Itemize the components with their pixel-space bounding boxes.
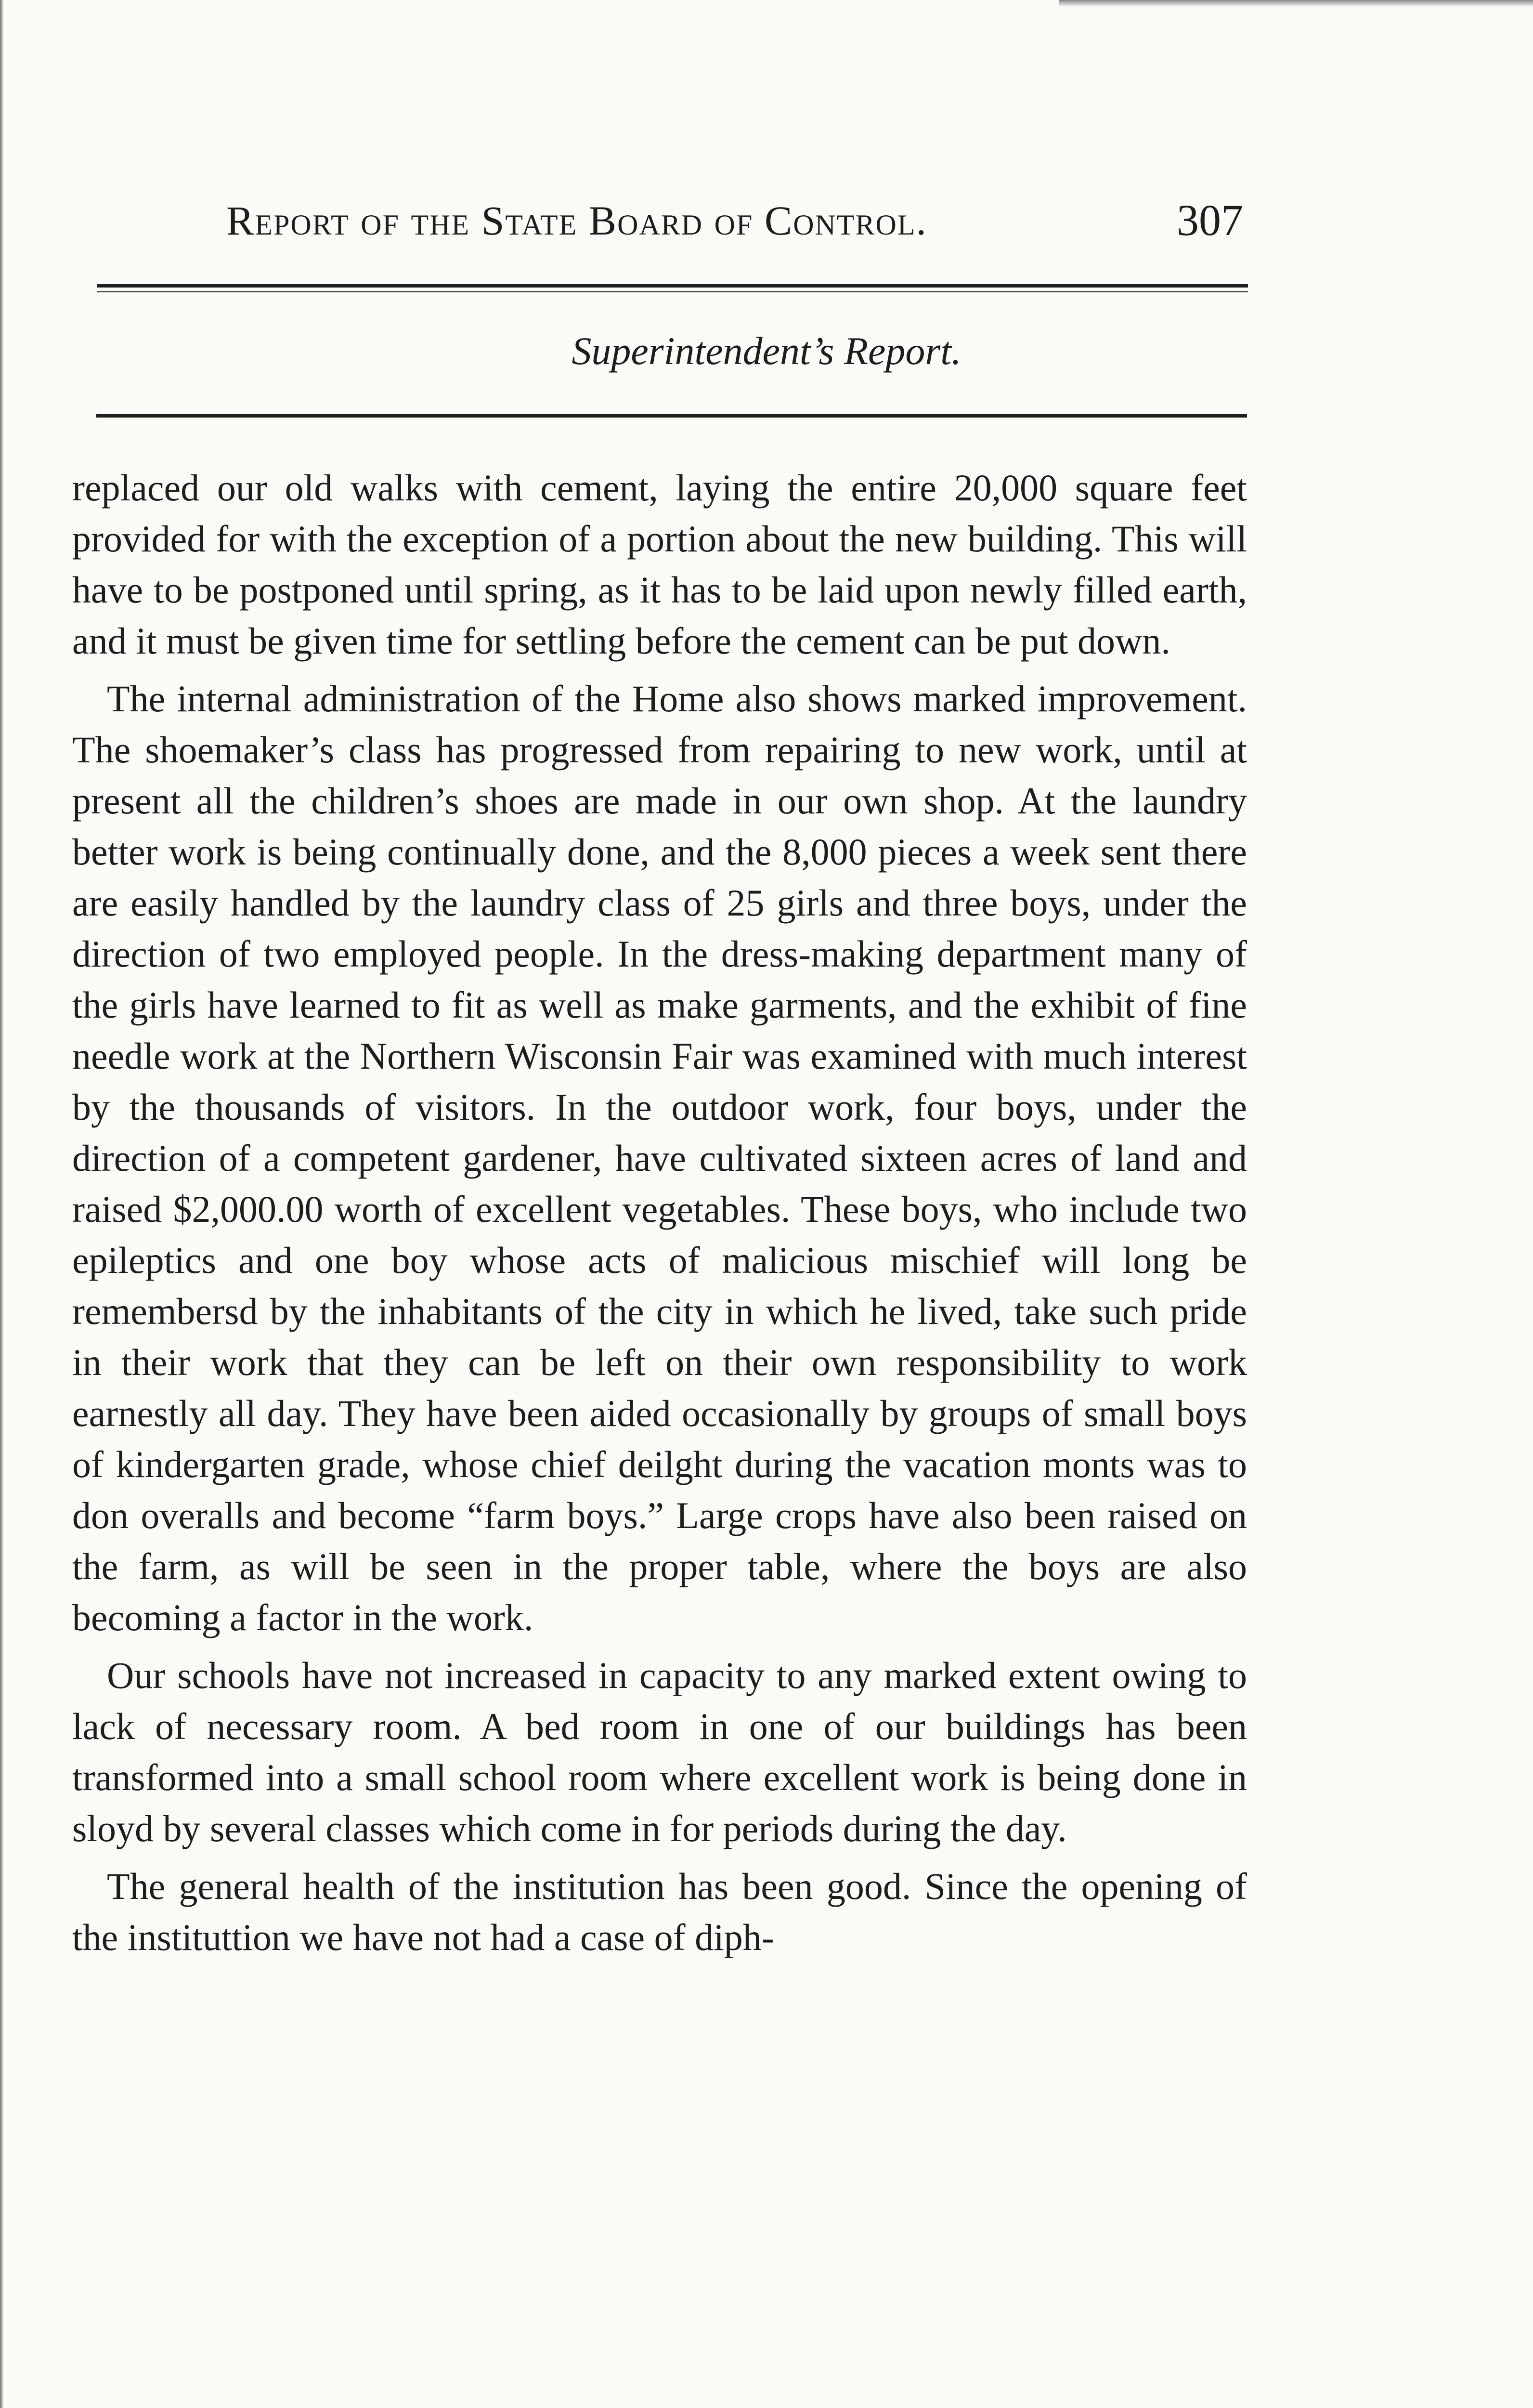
page-top-shadow xyxy=(1059,0,1533,7)
running-title: Report of the State Board of Control. xyxy=(226,197,928,244)
page-number: 307 xyxy=(1177,196,1243,245)
header-rule-bottom xyxy=(96,414,1247,418)
section-title: Superintendent’s Report. xyxy=(572,329,961,373)
body-text xyxy=(72,462,1247,1963)
paragraph-administration: The internal administration of the Home also shows marked improvement. The shoemaker’s class has progressed from repairing to new work, until at present all the children’s shoes are made in our own shop. At the laundry better work is being continually done, and the 8,000 pieces a week sent there are easily handled by the laundry class of 25 girls and three boys, under the direction of two employed people. In the dress-making department many of the girls have learned to fit as well as make garments, and the exhibit of fine needle work at the Northern Wisconsin Fair was examined with much interest by the thousands of visitors. In the outdoor work, four boys, under the direction of a competent gardener, have cultivated sixteen acres of land and raised $2,000.00 worth of excellent vegetables. These boys, who include two epileptics and one boy whose acts of malicious mischief will long be remembersd by the inhabitants of the city in which he lived, take such pride in their work that they can be left on their own responsibility to work earnestly all day. They have been aided occasionally by groups of small boys of kindergarten grade, whose chief deilght during the vacation monts was to don overalls and become “farm boys.” Large crops have also been raised on the farm, as will be seen in the proper table, where the boys are also becoming a factor in the work. xyxy=(72,678,1247,1638)
header-rule-top xyxy=(97,284,1248,288)
running-header xyxy=(226,196,1266,245)
paragraph-schools: Our schools have not increased in capacity to any marked extent owing to lack of necessary room. A bed room in one of our buildings has been transformed into a small school room where excellent work is being done in sloyd by several classes which come in for periods during the day. xyxy=(72,1654,1247,1849)
paragraph-continued: replaced our old walks with cement, laying the entire 20,000 square feet provided for with the exception of a portion about the new building. This will have to be postponed until spring, as it has to be laid upon newly filled earth, and it must be given time for settling before the cement can be put down. xyxy=(72,467,1247,662)
paragraph-health: The general health of the institution has been good. Since the opening of the instituttion we have not had a case of diph- xyxy=(72,1865,1247,1958)
header-rule-top-thin xyxy=(97,291,1248,292)
